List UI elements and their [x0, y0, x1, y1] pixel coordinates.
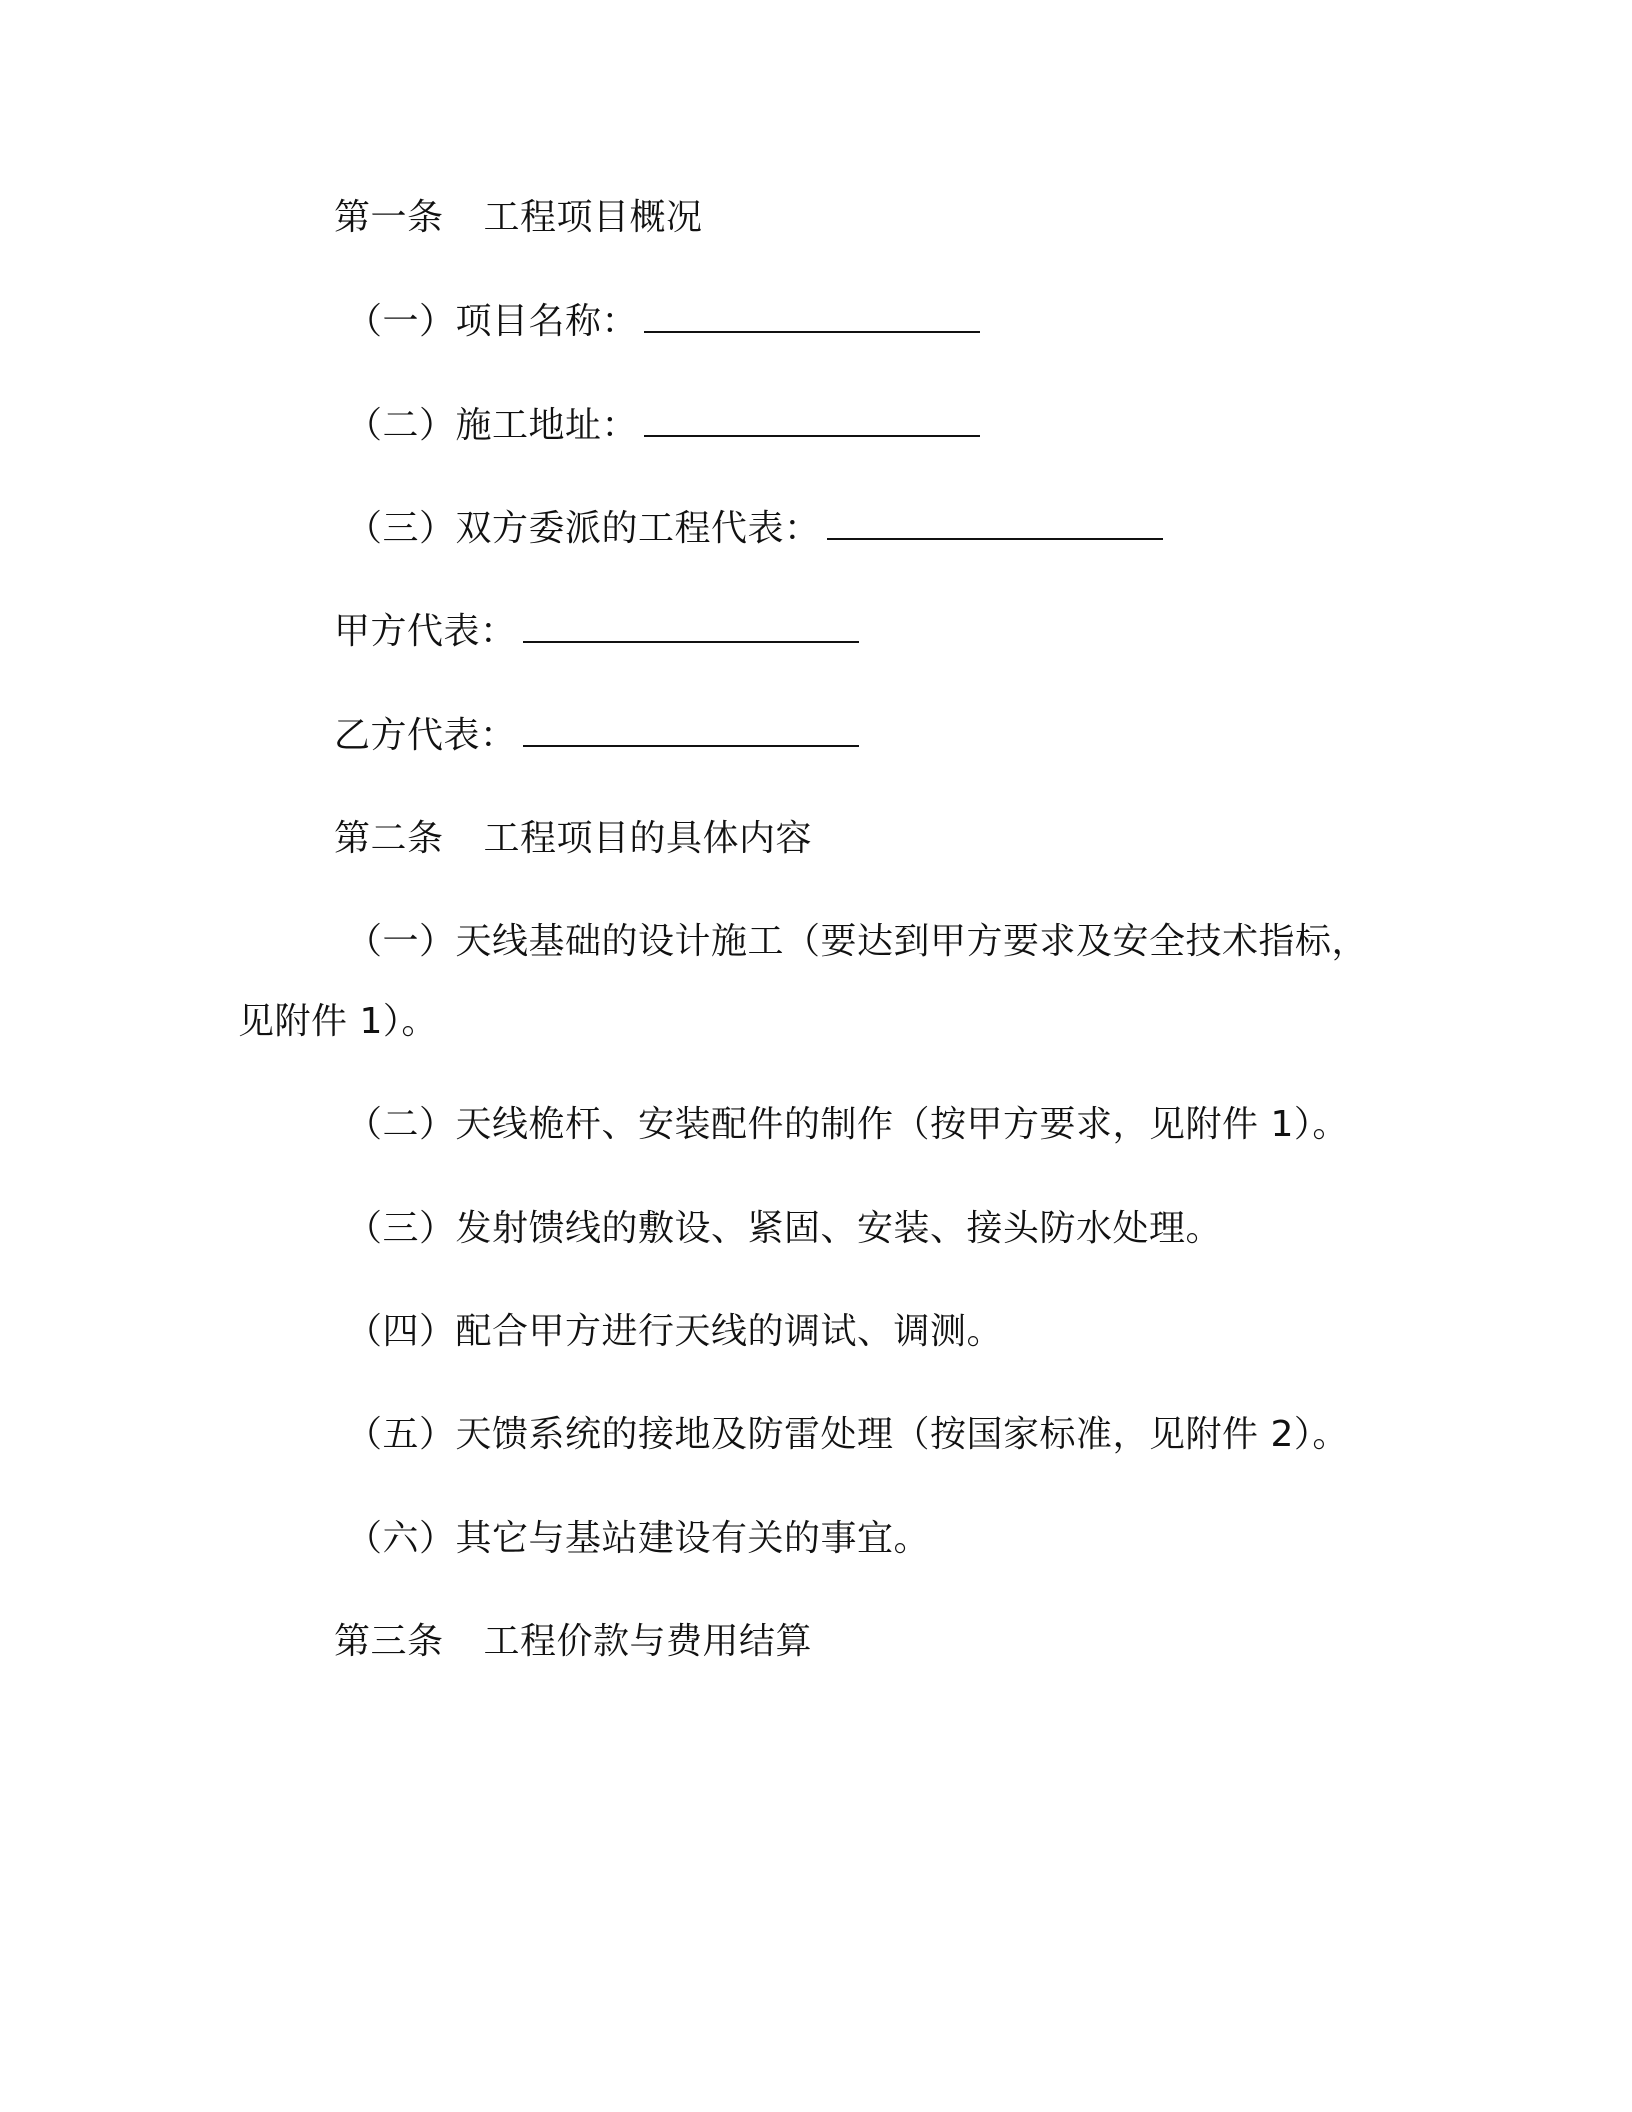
article-3-heading [334, 1620, 812, 1664]
article-2-item-6 [346, 1517, 930, 1561]
article-2-number: 第二条 [334, 818, 444, 859]
article-1-number: 第一条 [334, 197, 444, 238]
fill-in-blank [827, 536, 1163, 540]
party-b-representative [334, 714, 859, 758]
article-1-item-3 [346, 507, 1163, 551]
item-text: 见附件 1）。 [238, 1001, 438, 1042]
item-label: （三）双方委派的工程代表： [346, 508, 821, 549]
article-1-item-2 [346, 404, 980, 448]
article-2-title: 工程项目的具体内容 [483, 818, 813, 859]
article-2-item-3 [346, 1207, 1222, 1251]
item-text: （三）发射馈线的敷设、紧固、安装、接头防水处理。 [346, 1208, 1223, 1249]
item-text: （二）天线桅杆、安装配件的制作（按甲方要求，见附件 1）。 [346, 1104, 1349, 1145]
article-2-heading [334, 817, 812, 861]
fill-in-blank [523, 743, 859, 747]
article-1-heading [334, 196, 703, 240]
article-2-item-5 [346, 1413, 1349, 1457]
item-text: （四）配合甲方进行天线的调试、调测。 [346, 1311, 1004, 1352]
article-2-item-4 [346, 1310, 1003, 1354]
article-2-item-2 [346, 1103, 1349, 1147]
fill-in-blank [523, 639, 859, 643]
article-2-item-1-continued [238, 1000, 438, 1044]
article-3-title: 工程价款与费用结算 [483, 1621, 813, 1662]
fill-in-blank [644, 329, 980, 333]
party-a-representative [334, 610, 859, 654]
article-1-item-1 [346, 300, 980, 344]
item-label: （一）项目名称： [346, 301, 639, 342]
item-label: （二）施工地址： [346, 405, 639, 446]
article-1-title: 工程项目概况 [483, 197, 703, 238]
item-text: （五）天馈系统的接地及防雷处理（按国家标准，见附件 2）。 [346, 1414, 1349, 1455]
rep-label: 乙方代表： [334, 715, 517, 756]
article-3-number: 第三条 [334, 1621, 444, 1662]
item-text: （一）天线基础的设计施工（要达到甲方要求及安全技术指标， [346, 921, 1369, 962]
rep-label: 甲方代表： [334, 611, 517, 652]
fill-in-blank [644, 433, 980, 437]
article-2-item-1 [346, 920, 1368, 964]
item-text: （六）其它与基站建设有关的事宜。 [346, 1518, 931, 1559]
